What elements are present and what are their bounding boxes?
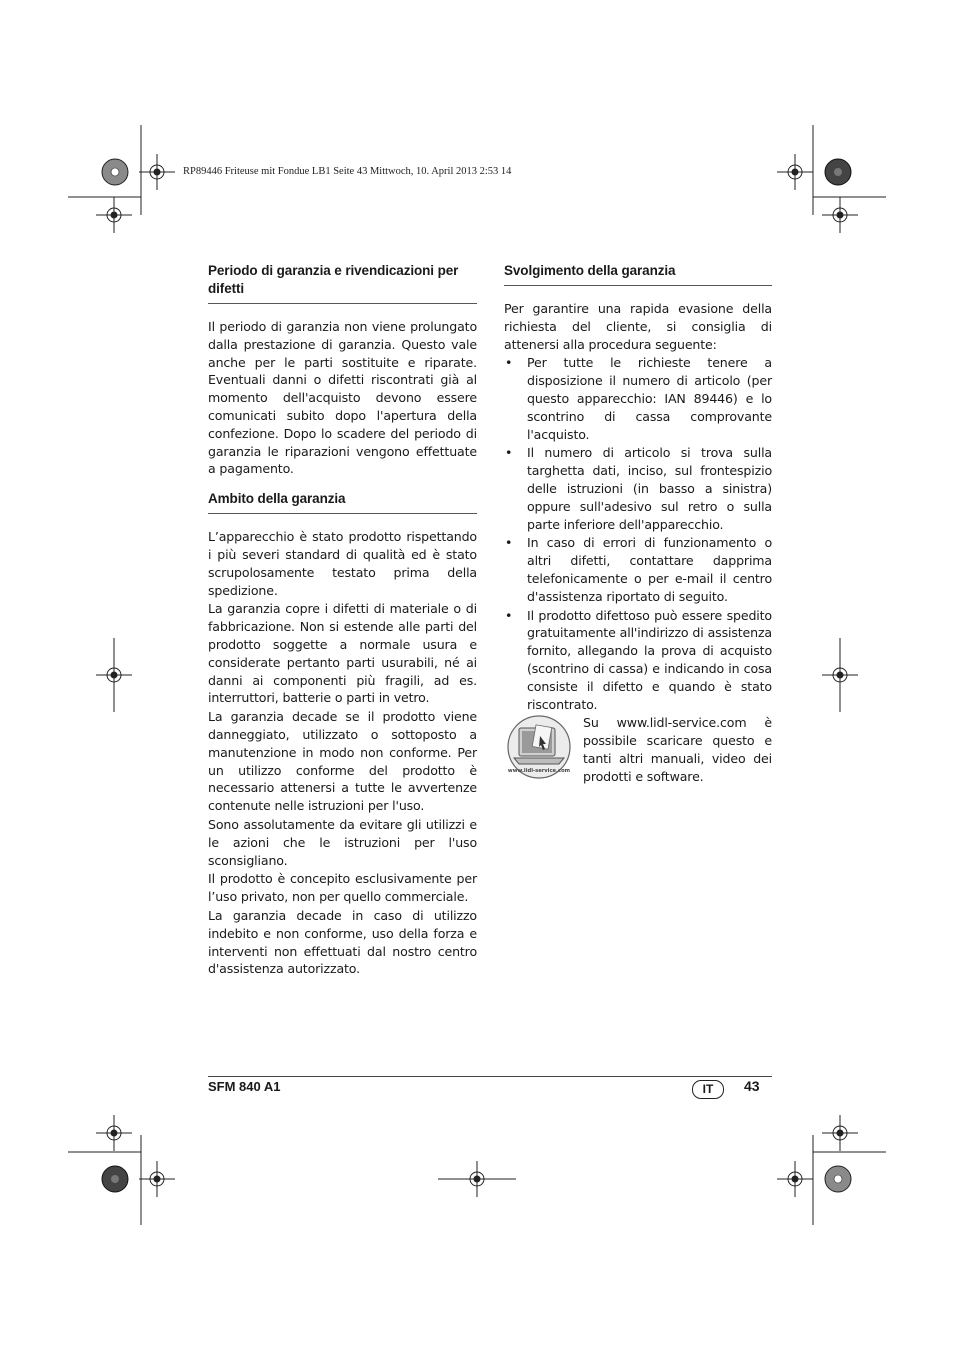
print-slug-line: RP89446 Friteuse mit Fondue LB1 Seite 43 Mittwoch, 10. April 2013 2:53 14 [183, 166, 512, 177]
procedure-list [504, 354, 772, 713]
model-number: SFM 840 A1 [208, 1079, 281, 1094]
registration-crosshair [139, 154, 175, 190]
list-item-text: In caso di errori di funzionamento o altri difetti, contattare dapprima telefonicamente o per e-mail il centro d'assistenza riportato di seguito. [527, 535, 772, 604]
registration-crosshair [822, 197, 858, 233]
registration-crosshair [96, 1115, 132, 1151]
paragraph: La garanzia copre i difetti di materiale o di fabbricazione. Non si estende alle parti del prodotto soggette a normale usura e considerate pertanto parti usurabili, né ai danni ai componenti più fragili, ad es. interruttori, batterie o parti in vetro. [208, 601, 477, 706]
bullet-icon: • [505, 607, 513, 623]
section-heading: Svolgimento della garanzia [504, 262, 772, 286]
list-item [504, 607, 772, 714]
bullet-icon: • [505, 445, 513, 461]
list-item-text: Il numero di articolo si trova sulla targhetta dati, inciso, sul frontespizio delle istruzioni (in basso a sinistra) oppure sull'adesivo sul retro o sulla parte inferiore dell'apparecchio. [527, 445, 772, 532]
right-column [504, 262, 772, 787]
paragraph: La garanzia decade in caso di utilizzo indebito e non conforme, uso della forza e interventi non effettuati dal nostro centro d'assistenza autorizzato. [208, 907, 477, 977]
warranty-procedure-section [504, 262, 772, 787]
registration-crosshair [777, 1161, 813, 1197]
registration-rosette [102, 159, 128, 185]
paragraph: Il prodotto è concepito esclusivamente per l’uso privato, non per quello commerciale. [208, 871, 477, 905]
registration-crosshair [139, 1161, 175, 1197]
bullet-icon: • [505, 355, 513, 371]
list-item-text: Il prodotto difettoso può essere spedito gratuitamente all'indirizzo di assistenza fornito, allegando la prova di acquisto (scontrino di cassa) e indicando in cosa consiste il difetto e quando è stato riscontrato. [527, 607, 772, 712]
service-paragraph: Su www.lidl-service.com è possibile scaricare questo e tanti altri manuali, video dei prodotti e software. [583, 715, 772, 784]
intro-paragraph: Per garantire una rapida evasione della richiesta del cliente, si consiglia di attenersi alla procedura seguente: [504, 301, 772, 352]
registration-rosette [825, 159, 851, 185]
laptop-manual-icon [504, 714, 574, 780]
list-item [504, 354, 772, 443]
list-item [504, 534, 772, 605]
paragraph: La garanzia decade se il prodotto viene danneggiato, utilizzato o sottoposto a manutenzione in modo non conforme. Per un utilizzo conforme del prodotto è necessario attenersi a tutte le avvertenze contenute nelle istruzioni per l'uso. [208, 709, 477, 814]
warranty-period-section [208, 262, 477, 478]
list-item [504, 444, 772, 533]
registration-rosette [825, 1166, 851, 1192]
list-item-text: Per tutte le richieste tenere a disposizione il numero di articolo (per questo apparecchio: IAN 89446) e lo scontrino di cassa comprovante l'acquisto. [527, 355, 772, 442]
registration-crosshair [96, 657, 132, 693]
language-badge: IT [692, 1080, 724, 1099]
registration-rosette [102, 1166, 128, 1192]
paragraph: Il periodo di garanzia non viene prolungato dalla prestazione di garanzia. Questo vale anche per le parti sostituite e riparate. Eventuali danni o difetti riscontrati già al momento dell'acquisto devono essere comunicati subito dopo l'apertura della confezione. Dopo lo scadere del periodo di garanzia le riparazioni vengono effettuate a pagamento. [208, 319, 477, 477]
registration-crosshair [96, 197, 132, 233]
footer-divider [208, 1076, 772, 1077]
bullet-icon: • [505, 535, 513, 551]
registration-crosshair [822, 1115, 858, 1151]
service-download-note [504, 714, 772, 786]
warranty-scope-section [208, 490, 477, 978]
section-heading: Periodo di garanzia e rivendicazioni per difetti [208, 262, 477, 304]
registration-crosshair [822, 657, 858, 693]
service-icon-label: www.lidl-service.com [507, 768, 571, 775]
section-heading: Ambito della garanzia [208, 490, 477, 514]
paragraph: L’apparecchio è stato prodotto rispettando i più severi standard di qualità ed è stato scrupolosamente testato prima della spedizione. [208, 529, 477, 598]
left-column [208, 262, 477, 979]
paragraph: Sono assolutamente da evitare gli utilizzi e le azioni che le istruzioni per l'uso sconsigliano. [208, 816, 477, 868]
page-number: 43 [744, 1078, 760, 1094]
registration-crosshair [777, 154, 813, 190]
